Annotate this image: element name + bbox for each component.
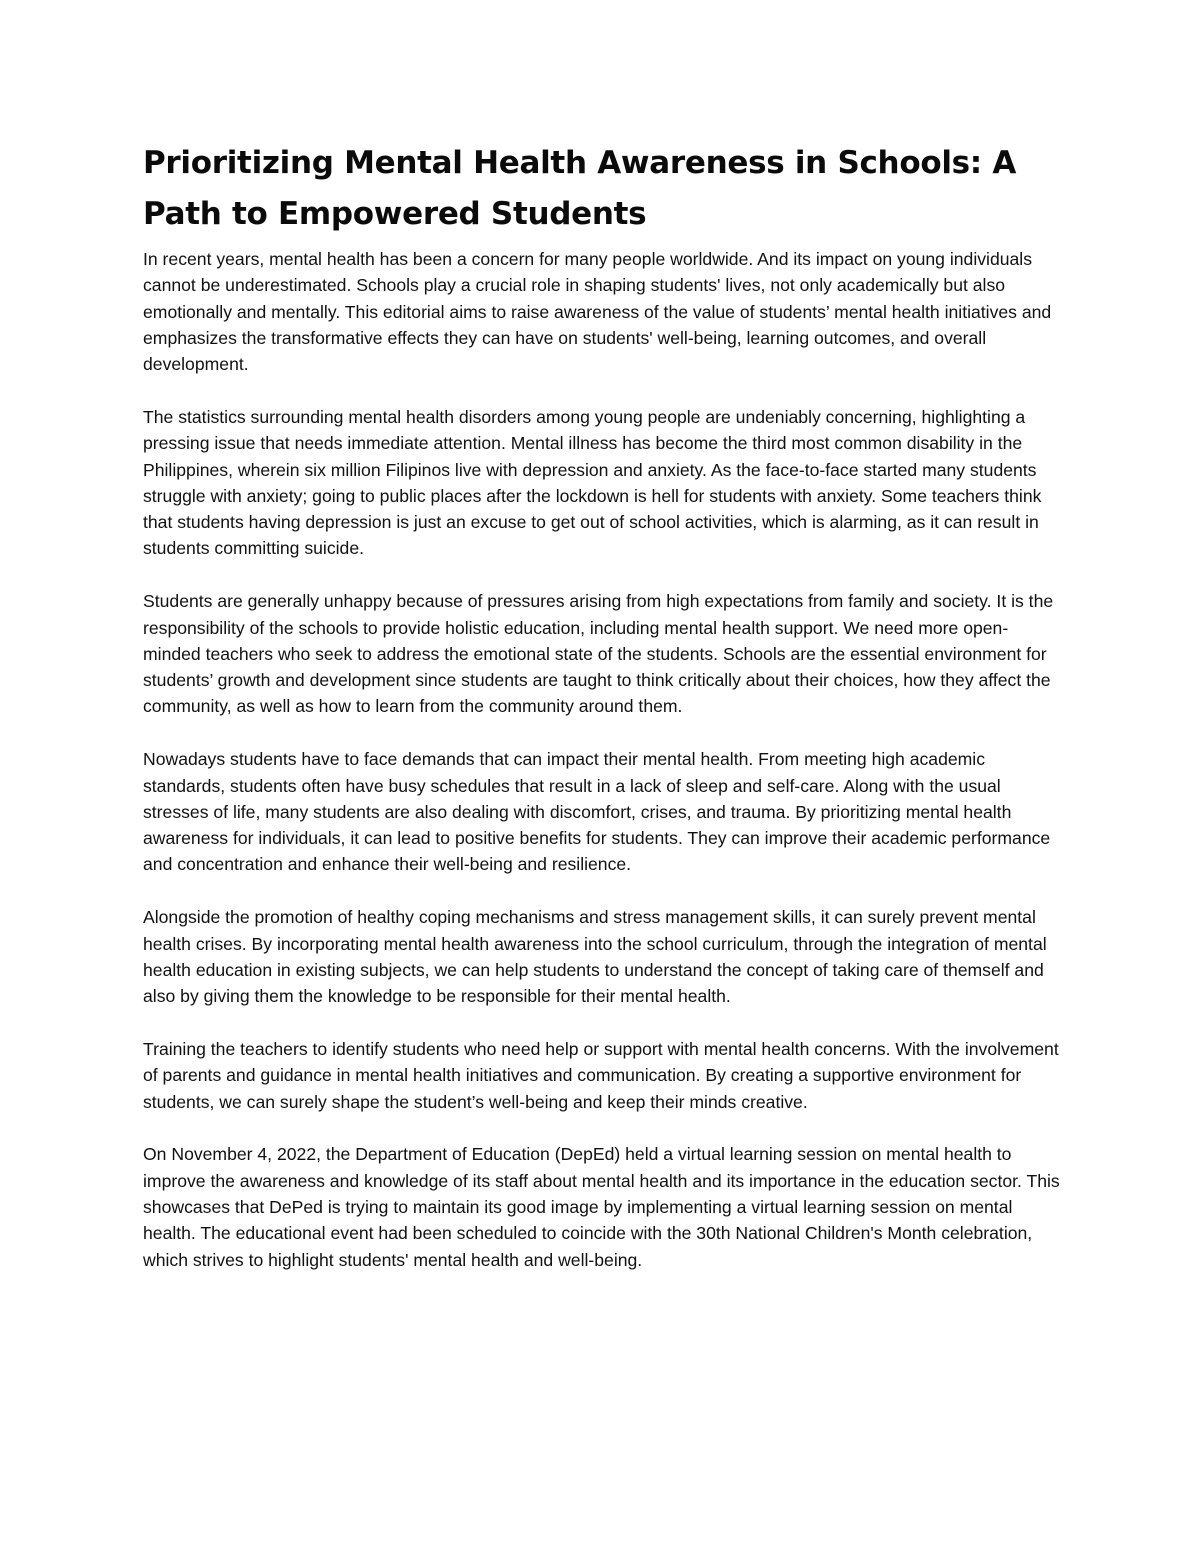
- paragraph-statistics: The statistics surrounding mental health disorders among young people are undeniably concerning, highlighting a pressing issue that needs immediate attention. Mental illness has become the third most common disability in the Philippines, wherein six million Filipinos live with depression and anxiety. As the face-to-face started many students struggle with anxiety; going to public places after the lockdown is hell for students with anxiety. Some teachers think that students having depression is just an excuse to get out of school activities, which is alarming, as it can result in students committing suicide.: [143, 406, 1042, 559]
- paragraph-intro: In recent years, mental health has been a concern for many people worldwide. And its impact on young individuals cannot be underestimated. Schools play a crucial role in shaping students' lives, not only academically but also emotionally and mentally. This editorial aims to raise awareness of the value of students’ mental health initiatives and emphasizes the transformative effects they can have on students' well-being, learning outcomes, and overall development.: [143, 249, 1052, 375]
- paragraph-training: Training the teachers to identify students who need help or support with mental health concerns. With the involvement of parents and guidance in mental health initiatives and communication. By creating a supportive environment for students, we can surely shape the student’s well-being and keep their minds creative.: [143, 1038, 1059, 1112]
- paragraph-deped: On November 4, 2022, the Department of Education (DepEd) held a virtual learning session on mental health to improve the awareness and knowledge of its staff about mental health and its importance in the education sector. This showcases that DePed is trying to maintain its good image by implementing a virtual learning session on mental health. The educational event had been scheduled to coincide with the 30th National Children's Month celebration, which strives to highlight students' mental health and well-being.: [143, 1144, 1060, 1270]
- paragraph-pressures: Students are generally unhappy because of pressures arising from high expectations from family and society. It is the responsibility of the schools to provide holistic education, including mental health support. We need more open-minded teachers who seek to address the emotional state of the students. Schools are the essential environment for students’ growth and development since students are taught to think critically about their choices, how they affect the community, as well as how to learn from the community around them.: [143, 591, 1054, 717]
- paragraph-coping: Alongside the promotion of healthy coping mechanisms and stress management skills, it can surely prevent mental health crises. By incorporating mental health awareness into the school curriculum, through the integration of mental health education in existing subjects, we can help students to understand the concept of taking care of themself and also by giving them the knowledge to be responsible for their mental health.: [143, 907, 1047, 1007]
- document-body: [143, 138, 1065, 1299]
- paragraph-demands: Nowadays students have to face demands that can impact their mental health. From meeting high academic standards, students often have busy schedules that result in a lack of sleep and self-care. Along with the usual stresses of life, many students are also dealing with discomfort, crises, and trauma. By prioritizing mental health awareness for individuals, it can lead to positive benefits for students. They can improve their academic performance and concentration and enhance their well-being and resilience.: [143, 749, 1051, 875]
- document-title: Prioritizing Mental Health Awareness in Schools: A Path to Empowered Students: [143, 145, 1017, 232]
